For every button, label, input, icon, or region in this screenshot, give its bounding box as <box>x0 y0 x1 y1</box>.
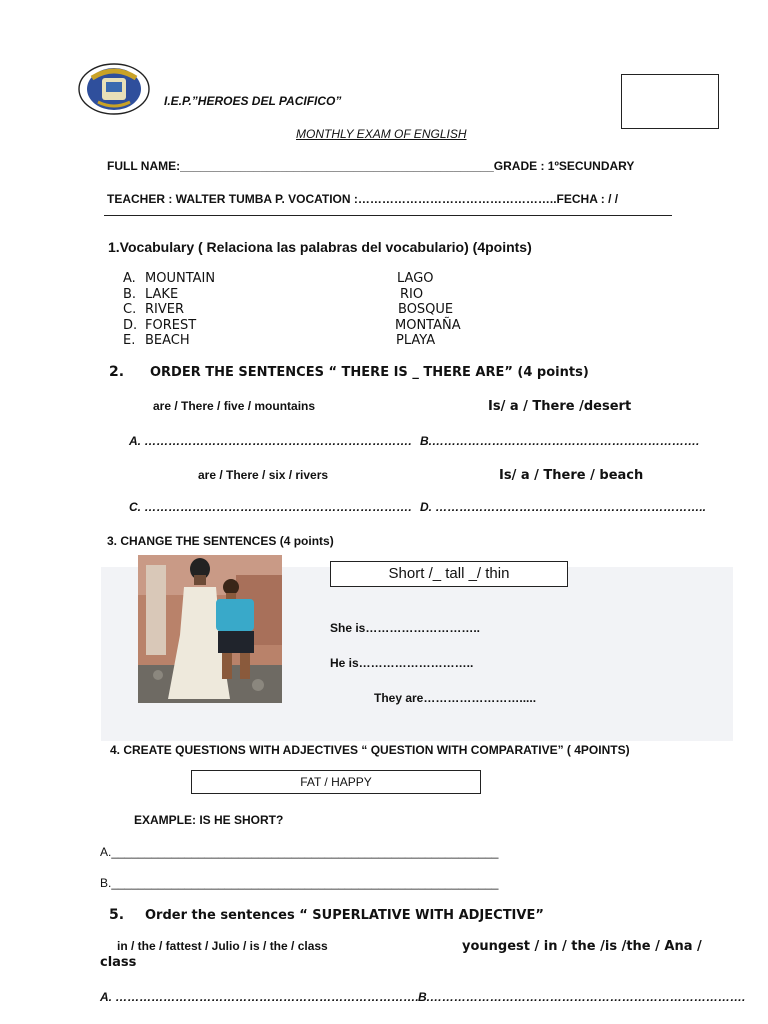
sentence-3: are / There / six / rivers <box>198 468 329 482</box>
question-a-line[interactable]: A.__________________________________________________________ <box>100 845 499 859</box>
superlative-sentence-2: youngest / in / the /is /the / Ana / <box>462 939 702 954</box>
section4-title: 4. CREATE QUESTIONS WITH ADJECTIVES “ QUESTION WITH COMPARATIVE” ( 4POINTS) <box>110 743 630 757</box>
answer-d-line[interactable]: D. ………………………………………………………….. <box>420 500 707 514</box>
superlative-answer-b[interactable]: B.……………………………………………………………………. <box>418 990 746 1004</box>
section2-number: 2. <box>109 364 125 380</box>
she-is-line[interactable]: She is……………………….. <box>330 621 481 635</box>
vocab-item-b: B. LAKE <box>123 286 179 302</box>
teacher-line[interactable]: TEACHER : WALTER TUMBA P. VOCATION :…………………………………………..FECHA : / / <box>107 192 619 206</box>
vocab-translation: PLAYA <box>396 333 436 348</box>
answer-c-line[interactable]: C. …………………………………………………………. <box>129 500 412 514</box>
vocab-translation: BOSQUE <box>398 302 454 317</box>
section5-number: 5. <box>109 907 125 923</box>
vocab-item-c: C. RIVER <box>123 302 185 317</box>
vocab-item-d: D. FOREST <box>123 317 197 333</box>
header-divider <box>104 215 672 216</box>
they-are-line[interactable]: They are……………………..... <box>374 691 537 705</box>
exam-title: MONTHLY EXAM OF ENGLISH <box>296 127 467 141</box>
answer-b-line[interactable]: B.…………………………………………………………. <box>420 434 700 448</box>
couple-photo <box>138 555 282 703</box>
school-logo <box>78 62 150 116</box>
section3-title: 3. CHANGE THE SENTENCES (4 points) <box>107 534 334 548</box>
superlative-sentence-2-cont: class <box>100 955 137 970</box>
full-name-field[interactable]: FULL NAME:_______________________________________________GRADE : 1ºSECUNDARY <box>107 159 635 173</box>
superlative-sentence-1: in / the / fattest / Julio / is / the / class <box>117 939 328 953</box>
adjectives-box: Short /_ tall _/ thin <box>330 561 568 587</box>
sentence-1: are / There / five / mountains <box>153 399 316 413</box>
sentence-4: Is/ a / There / beach <box>499 468 644 483</box>
vocab-translation: RIO <box>400 286 424 302</box>
question-b-line[interactable]: B.__________________________________________________________ <box>100 876 499 890</box>
comparative-words-box: FAT / HAPPY <box>191 770 481 794</box>
vocab-translation: MONTAÑA <box>395 317 461 333</box>
example-question: EXAMPLE: IS HE SHORT? <box>134 813 284 827</box>
vocab-translation: LAGO <box>397 271 434 286</box>
score-box <box>621 74 719 129</box>
vocab-item-e: E. BEACH <box>123 333 190 348</box>
school-name: I.E.P.”HEROES DEL PACIFICO” <box>164 94 342 108</box>
he-is-line[interactable]: He is……………………….. <box>330 656 474 670</box>
answer-a-line[interactable]: A. …………………………………………………………. <box>129 434 412 448</box>
vocab-left-list <box>123 271 215 349</box>
section1-title: 1.Vocabulary ( Relaciona las palabras del vocabulario) (4points) <box>108 239 532 255</box>
section5-title: Order the sentences “ SUPERLATIVE WITH ADJECTIVE” <box>145 908 544 923</box>
sentence-2: Is/ a / There /desert <box>488 399 632 414</box>
vocab-right-list <box>395 271 461 349</box>
vocab-item-a: A. MOUNTAIN <box>123 271 216 286</box>
section2-title: ORDER THE SENTENCES “ THERE IS _ THERE ARE” (4 points) <box>150 365 589 380</box>
superlative-answer-a[interactable]: A. …………………………………………………………………. <box>100 990 419 1004</box>
